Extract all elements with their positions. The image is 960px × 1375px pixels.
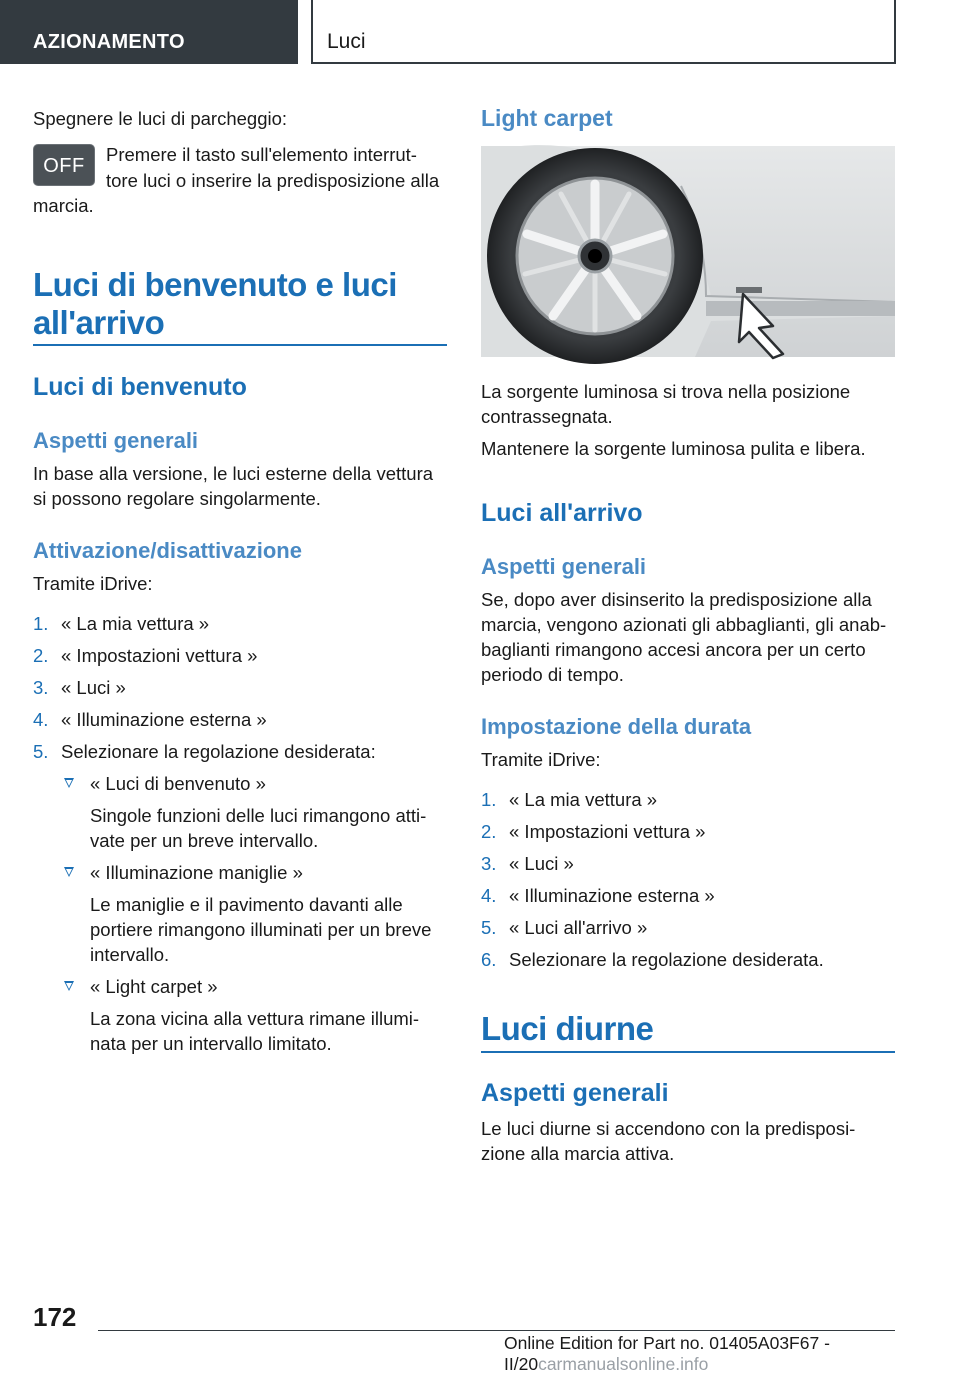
watermark-text: carmanualsonline.info — [538, 1354, 709, 1374]
list-number: 5. — [33, 741, 49, 762]
list-item: « Impostazioni vettura » — [61, 645, 258, 666]
option-title: « Illuminazione maniglie » — [90, 862, 303, 883]
heading-welcome-arrival-2: all'arrivo — [33, 304, 165, 341]
heading-duration: Impostazione della durata — [481, 714, 752, 739]
section-tab — [0, 0, 298, 64]
parking-off-text-1: Premere il tasto sull'elemento interrut- — [106, 144, 417, 165]
footer-rule — [98, 1330, 895, 1331]
option-desc: Le maniglie e il pavimento davanti alle — [90, 894, 403, 915]
list-number: 4. — [481, 885, 497, 906]
list-item: « Illuminazione esterna » — [509, 885, 715, 906]
option-desc: portiere rimangono illuminati per un breve — [90, 919, 432, 940]
list-number: 1. — [481, 789, 497, 810]
edition-text: Online Edition for Part no. 01405A03F67 - II/20 — [504, 1333, 830, 1374]
chapter-tab — [311, 0, 896, 64]
list-number: 4. — [33, 709, 49, 730]
list-item: Selezionare la regolazione desiderata: — [61, 741, 376, 762]
list-item: Selezionare la regolazione desiderata. — [509, 949, 824, 970]
page-number: 172 — [33, 1302, 77, 1332]
photo-caption-1: La sorgente luminosa si trova nella posizione — [481, 381, 851, 402]
footer-edition — [504, 1333, 960, 1375]
option-desc: nata per un intervallo limitato. — [90, 1033, 332, 1054]
heading-welcome-arrival-1: Luci di benvenuto e luci — [33, 266, 397, 303]
general-text-1: In base alla versione, le luci esterne della vettura — [33, 463, 434, 484]
arrival-text-2: marcia, vengono azionati gli abbaglianti, gli anab- — [481, 614, 887, 635]
heading-rule — [33, 344, 447, 346]
light-carpet-photo — [481, 146, 895, 357]
heading-arrival-lights: Luci all'arrivo — [481, 499, 643, 527]
via-idrive-right: Tramite iDrive: — [481, 749, 601, 770]
list-number: 5. — [481, 917, 497, 938]
heading-general-aspects: Aspetti generali — [481, 554, 647, 579]
list-item: « Luci » — [61, 677, 126, 698]
option-desc: La zona vicina alla vettura rimane illumi- — [90, 1008, 420, 1029]
parking-off-text-2: tore luci o inserire la predisposizione alla — [106, 170, 440, 191]
list-item: « La mia vettura » — [61, 613, 210, 634]
heading-light-carpet: Light carpet — [481, 105, 613, 131]
keep-clean-text: Mantenere la sorgente luminosa pulita e libera. — [481, 438, 866, 459]
heading-rule — [481, 1051, 895, 1053]
list-item: « Illuminazione esterna » — [61, 709, 267, 730]
heading-daytime-lights: Luci diurne — [481, 1010, 654, 1047]
list-number: 3. — [481, 853, 497, 874]
section-title: AZIONAMENTO — [33, 31, 185, 53]
list-item: « Impostazioni vettura » — [509, 821, 706, 842]
heading-general-aspects: Aspetti generali — [33, 428, 199, 453]
list-number: 2. — [481, 821, 497, 842]
bullet-triangle-icon — [64, 778, 74, 788]
parking-off-intro: Spegnere le luci di parcheggio: — [33, 108, 288, 129]
option-desc: Singole funzioni delle luci rimangono atti- — [90, 805, 427, 826]
daytime-text-2: zione alla marcia attiva. — [481, 1143, 675, 1164]
off-button-icon — [33, 144, 95, 186]
list-number: 1. — [33, 613, 49, 634]
list-number: 3. — [33, 677, 49, 698]
option-title: « Luci di benvenuto » — [90, 773, 266, 794]
list-item: « La mia vettura » — [509, 789, 658, 810]
list-item: « Luci » — [509, 853, 574, 874]
arrival-text-4: periodo di tempo. — [481, 664, 624, 685]
bullet-triangle-icon — [64, 867, 74, 877]
heading-general-aspects-daytime: Aspetti generali — [481, 1079, 669, 1107]
list-item: « Luci all'arrivo » — [509, 917, 648, 938]
bullet-triangle-icon — [64, 981, 74, 991]
arrival-text-1: Se, dopo aver disinserito la predisposizione alla — [481, 589, 872, 610]
off-button-label: OFF — [43, 155, 85, 177]
photo-caption-2: contrassegnata. — [481, 406, 613, 427]
option-title: « Light carpet » — [90, 976, 218, 997]
list-number: 2. — [33, 645, 49, 666]
heading-activation: Attivazione/disattivazione — [33, 538, 302, 563]
option-desc: intervallo. — [90, 944, 170, 965]
arrival-text-3: baglianti rimangono accesi ancora per un certo — [481, 639, 866, 660]
parking-off-text-3: marcia. — [33, 195, 94, 216]
chapter-title: Luci — [327, 30, 366, 53]
via-idrive-left: Tramite iDrive: — [33, 573, 153, 594]
list-number: 6. — [481, 949, 497, 970]
car-wheel-illustration — [481, 146, 895, 357]
general-text-2: si possono regolare singolarmente. — [33, 488, 321, 509]
option-desc: vate per un breve intervallo. — [90, 830, 319, 851]
daytime-text-1: Le luci diurne si accendono con la predisposi- — [481, 1118, 856, 1139]
heading-welcome-lights: Luci di benvenuto — [33, 373, 247, 401]
